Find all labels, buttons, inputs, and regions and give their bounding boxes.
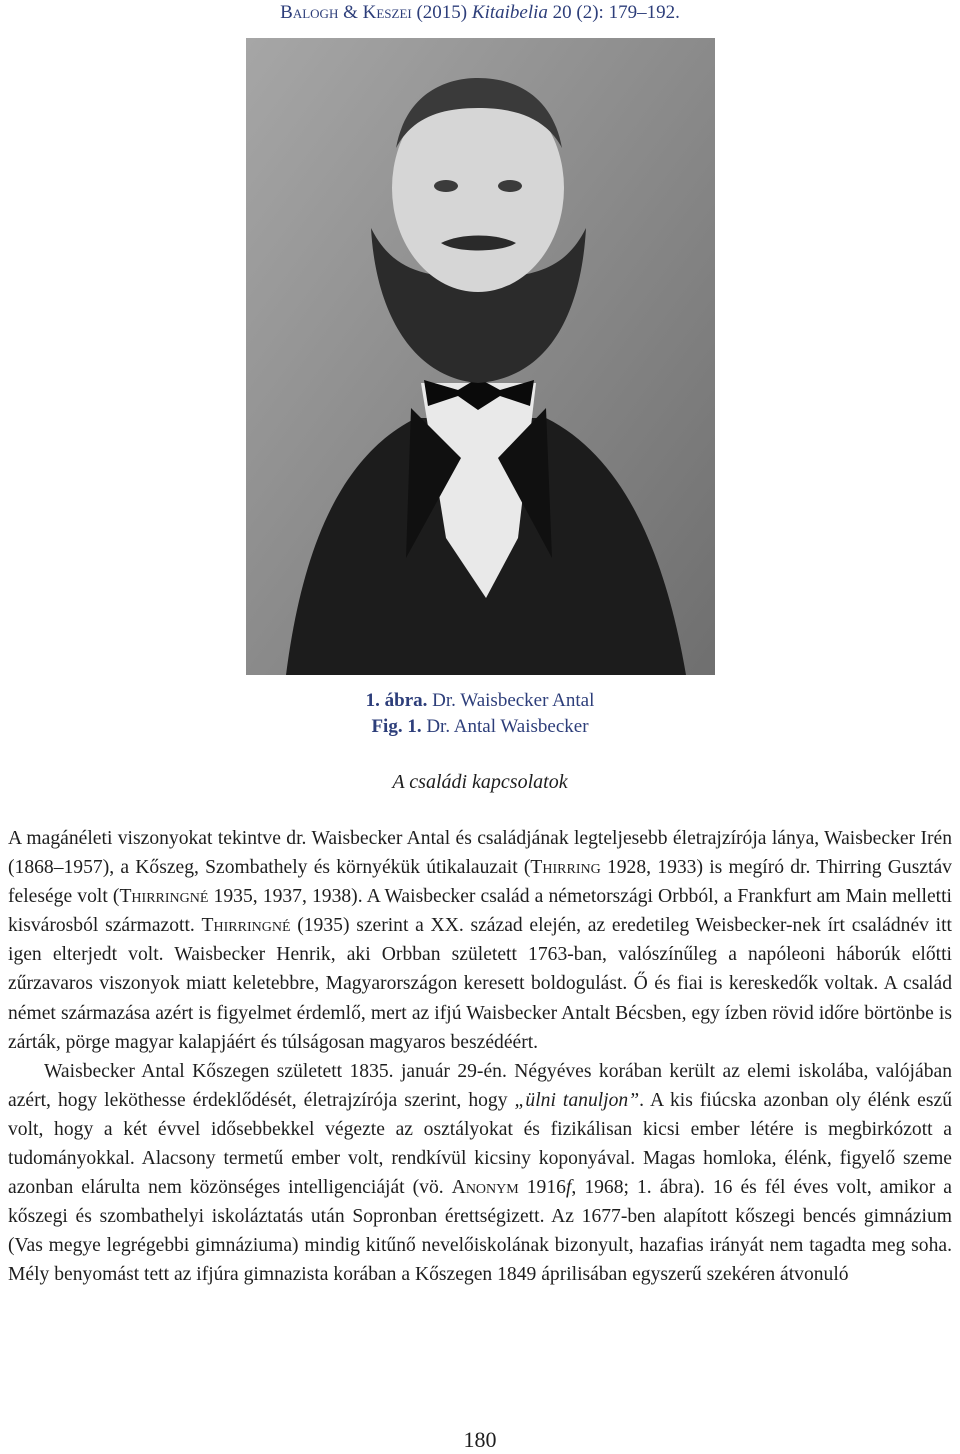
- p1-text-3: 1935, 1937, 1938). A Waisbecker család a németországi Orbból, a Frankfurt am Main melletti kisvárosból származott.: [8, 886, 952, 937]
- p1-text-2: 1928, 1933) is megíró dr. Thirring Gusztáv felesége volt (: [8, 857, 952, 908]
- header-volume: 20 (2): 179–192.: [552, 2, 680, 23]
- caption-hu-text: Dr. Waisbecker Antal: [432, 690, 595, 711]
- p2-quote: „ülni tanuljon”: [514, 1089, 640, 1111]
- p2-text-3: 1916: [518, 1177, 566, 1199]
- page-number: 180: [463, 1427, 497, 1452]
- p2-text-2: . A kis fiúcska azonban oly élénk eszű volt, hogy a két évvel idősebbekkel végezte az osztályokat és fizikálisan kicsi ember létére is megbirkózott a tudományokkal. Alacsony termetű ember volt, rendkívül kicsiny koponyával. Magas homloka, élénk, figyelő szeme azonban elárulta nem közönséges intelligenciáját (vö.: [8, 1089, 952, 1199]
- section-title: A családi kapcsolatok: [392, 771, 568, 793]
- running-header: [0, 2, 960, 24]
- p1-citation-2: Thirringné: [119, 886, 209, 908]
- p2-italic-f: f: [565, 1177, 572, 1199]
- portrait-photo: [246, 38, 715, 675]
- p1-text-4: (1935) szerint a XX. század elején, az eredetileg Weisbecker-nek írt családnév itt igen elterjedt volt. Waisbecker Henrik, aki Orbban született 1763-ban, valószínűleg a napóleoni háborúk előtti zűrzavaros viszonyok miatt keletebbre, Magyarországon keresett boldogulást. Ő és fiai is kereskedők voltak. A család német származása azért is figyelmet érdemlő, mert az ifjú Waisbecker Antalt Bécsben, egy ízben rövid időre börtönbe is zárták, pörge magyar kalapjáért és túlságosan magyaros beszédéért.: [8, 915, 952, 1053]
- p1-citation-1: Thirring: [530, 857, 601, 879]
- caption-en-number: Fig. 1.: [371, 716, 422, 737]
- figure-caption-hu: [0, 690, 960, 712]
- figure-caption-en: [0, 716, 960, 738]
- header-year: (2015): [416, 2, 468, 23]
- p2-text-1: Waisbecker Antal Kőszegen született 1835. január 29-én. Négyéves korában került az elemi iskolába, valójában azért, hogy leköthesse érdeklődését, életrajzírója szerint, hogy: [8, 1060, 952, 1111]
- p1-text-1: A magánéleti viszonyokat tekintve dr. Waisbecker Antal és családjának legteljesebb életrajzírója lánya, Waisbecker Irén (1868–1957), a Kőszeg, Szombathely és környékük útikalauzait (: [8, 828, 952, 879]
- p1-citation-3: Thirringné: [201, 915, 291, 937]
- caption-en-text: Dr. Antal Waisbecker: [426, 716, 589, 737]
- paragraph-1: [8, 824, 952, 1057]
- header-journal: Kitaibelia: [471, 2, 548, 23]
- p2-text-4: , 1968; 1. ábra). 16 és fél éves volt, amikor a kőszegi és szombathelyi iskoláztatás után Sopronban érettségizett. Az 1677-ben alapított kőszegi bencés gimnázium (Vas megye legrégebbi gimnáziuma) mindig kitűnő nevelőiskolának bizonyult, hazafias irányát nem tagadta meg soha. Mély benyomást tett az ifjúra gimnazista korában a Kőszegen 1849 áprilisában egyszerű szekéren átvonuló: [8, 1177, 952, 1286]
- p2-citation-1: Anonym: [451, 1177, 519, 1199]
- body-text: [8, 824, 952, 1290]
- paragraph-2: [8, 1057, 952, 1290]
- caption-hu-number: 1. ábra.: [365, 690, 428, 711]
- portrait-illustration: [246, 38, 715, 675]
- header-authors: Balogh & Keszei: [280, 2, 412, 23]
